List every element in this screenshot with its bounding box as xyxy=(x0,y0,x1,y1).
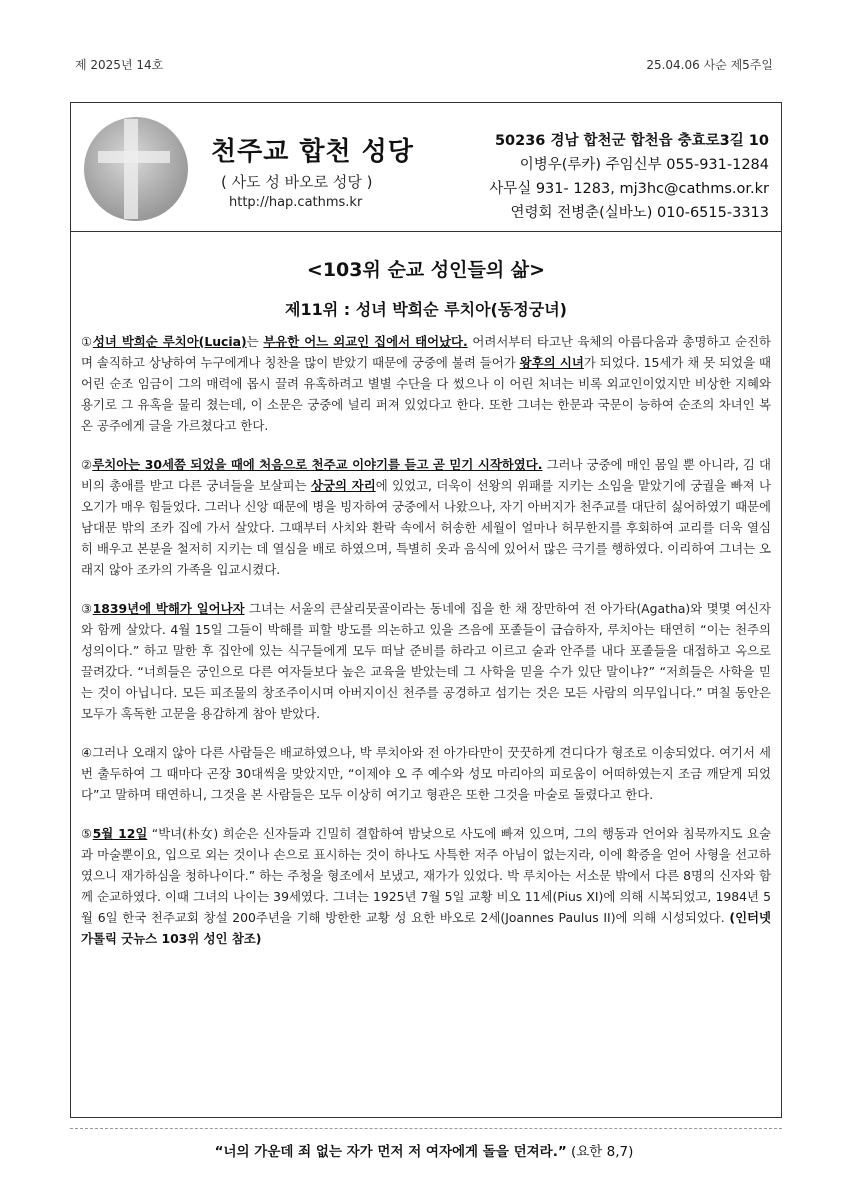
issue-date: 25.04.06 사순 제5주일 xyxy=(646,58,773,72)
footer-quote: “너의 가운데 죄 없는 자가 먼저 저 여자에게 돌을 던져라.” (요한 8,7) xyxy=(214,1144,634,1160)
footer-divider xyxy=(70,1128,782,1129)
cross-logo-icon xyxy=(84,117,188,221)
church-url[interactable]: http://hap.cathms.kr xyxy=(229,195,363,210)
paragraph-1: ①성녀 박희순 루치아(Lucia)는 부유한 어느 외교인 집에서 태어났다. 어려서부터 타고난 육체의 아름다움과 총명하고 순진하며 솔직하고 상냥하여 누구에게나 칭찬을 많이 받았기 때문에 궁중에 불려 들어가 왕후의 시녀가 되었다. 15세가 채 못 되었을 때 어린 순조 임금이 그의 매력에 몹시 끌려 유혹하려고 별별 수단을 다 썼으나 이 어린 처녀는 비록 외교인이었지만 비상한 지혜와 용기로 그 유혹을 물리 쳤는데, 이 소문은 궁중에 널리 퍼져 있었다고 한다. 또한 그녀는 한문과 국문이 능하여 순조의 차녀인 복온 공주에게 글을 가르쳤다고 한다. xyxy=(81,334,771,433)
church-address: 50236 경남 합천군 합천읍 충효로3길 10 xyxy=(494,133,769,149)
union-contact: 연령회 전병춘(실바노) 010-6515-3313 xyxy=(510,205,769,221)
office-contact: 사무실 931- 1283, mj3hc@cathms.or.kr xyxy=(489,181,769,197)
paragraph-2: ②루치아는 30세쯤 되었을 때에 처음으로 천주교 이야기를 듣고 곧 믿기 시작하였다. 그러나 궁중에 매인 몸일 뿐 아니라, 김 대비의 총애를 받고 다른 궁녀들을 보살피는 상궁의 자리에 있었고, 더욱이 선왕의 위패를 지키는 소임을 맡았기에 궁궐을 빠져 나오기가 매우 힘들었다. 그러나 신앙 때문에 병을 빙자하여 궁중에서 나왔으나, 자기 아버지가 천주교를 대단히 싫어하였기 때문에 남대문 밖의 조카 집에 가서 살았다. 그때부터 사치와 환락 속에서 허송한 세월이 얼마나 허무한지를 후회하여 교리를 더욱 열심히 배우고 본분을 철저히 지키는 데 열심을 배로 하였으며, 특별히 옷과 음식에 있어서 많은 극기를 행하였다. 이리하여 그녀는 오래지 않아 조카의 가족을 입교시켰다. xyxy=(81,457,771,577)
article-subtitle: 제11위 : 성녀 박희순 루치아(동정궁녀) xyxy=(285,300,567,319)
church-name: 천주교 합천 성당 xyxy=(211,137,414,167)
paragraph-3: ③1839년에 박해가 일어나자 그녀는 서울의 큰살리뭇골이라는 동네에 집을 한 채 장만하여 전 아가타(Agatha)와 몇몇 여신자와 함께 살았다. 4월 15일 그들이 박해를 피할 방도를 의논하고 있을 즈음에 포졸들이 급습하자, 루치아는 태연히 “이는 천주의 성의이다.” 하고 말한 후 집안에 있는 식구들에게 모두 떠날 준비를 하라고 이르고 술과 안주를 내다 포졸들을 대접하고 옥으로 끌려갔다. “너희들은 궁인으로 다른 여자들보다 높은 교육을 받았는데 그 사학을 믿을 수가 있단 말이냐?” “저희들은 사학을 믿는 것이 아닙니다. 모든 피조물의 창조주이시며 아버지이신 천주를 공경하고 섬기는 것은 모든 사람의 의무입니다.” 며칠 동안은 모두가 혹독한 고문을 용감하게 참아 받았다. xyxy=(81,601,771,721)
paragraph-4: ④그러나 오래지 않아 다른 사람들은 배교하였으나, 박 루치아와 전 아가타만이 꿋꿋하게 견디다가 형조로 이송되었다. 여기서 세 번 출두하여 그 때마다 곤장 30대씩을 맞았지만, “이제야 오 주 예수와 성모 마리아의 피로움이 어떠하였는지 조금 깨닫게 되었다”고 말하며 태연하니, 그것을 본 사람들은 모두 이상히 여기고 형관은 또한 그것을 마술로 돌렸다고 한다. xyxy=(81,745,771,802)
header xyxy=(71,103,781,232)
article-body xyxy=(81,331,771,967)
article-title: <103위 순교 성인들의 삶> xyxy=(306,259,546,281)
priest-contact: 이병우(루카) 주임신부 055-931-1284 xyxy=(519,157,769,173)
issue-number: 제 2025년 14호 xyxy=(75,58,164,72)
paragraph-5: ⑤5월 12일 “박녀(朴女) 희순은 신자들과 긴밀히 결합하여 밤낮으로 사도에 빠져 있으며, 그의 행동과 언어와 침묵까지도 요술과 마술뿐이요, 입으로 외는 것이나 손으로 표시하는 것이 하나도 사특한 저주 아님이 없는지라, 이에 확증을 얻어 사형을 선고하였으니 재가하심을 청하나이다.” 하는 주청을 형조에서 보냈고, 재가가 있었다. 박 루치아는 서소문 밖에서 다른 8명의 신자와 함께 순교하였다. 이때 그녀의 나이는 39세였다. 그녀는 1925년 7월 5일 교황 비오 11세(Pius XI)에 의해 시복되었고, 1984년 5월 6일 한국 천주교회 창설 200주년을 기해 방한한 교황 성 요한 바오로 2세(Joannes Paulus II)에 의해 시성되었다. (인터넷 가톨릭 굿뉴스 103위 성인 참조) xyxy=(81,826,772,946)
church-subtitle: ( 사도 성 바오로 성당 ) xyxy=(221,173,373,191)
bulletin-frame xyxy=(70,102,782,1118)
